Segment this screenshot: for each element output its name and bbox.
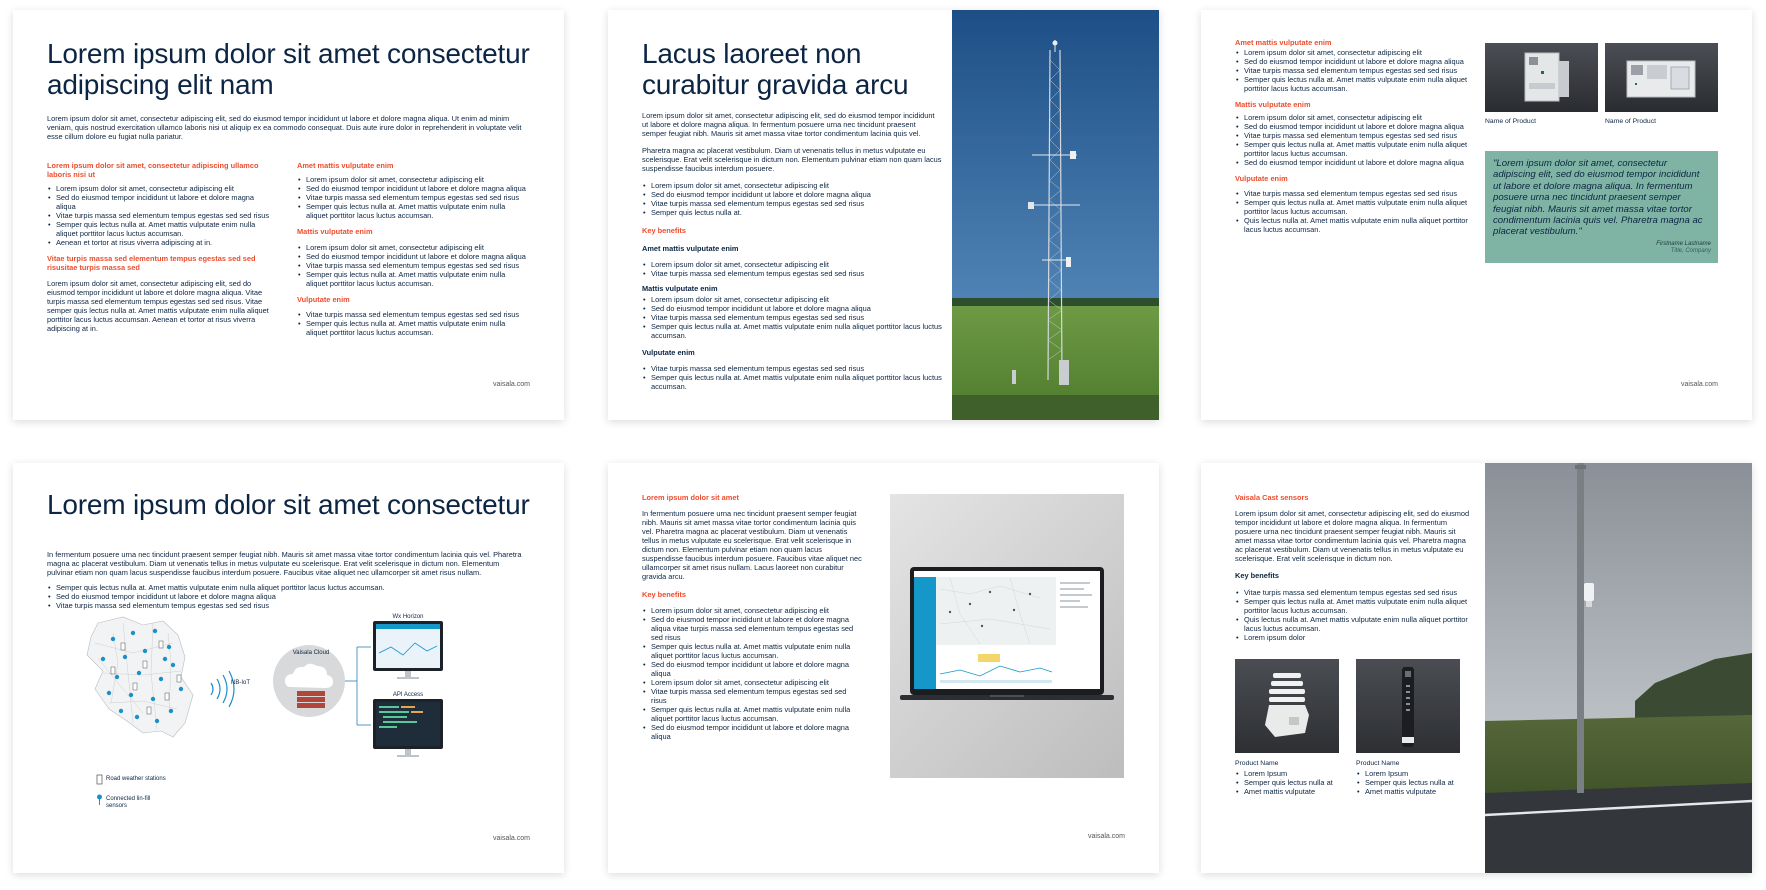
key-benefits-heading: Key benefits bbox=[642, 590, 686, 599]
bullet-list bbox=[1356, 769, 1466, 796]
list-item: • Semper quis lectus nulla at. Amet mattis vulputate enim nulla aliquet porttitor lacus luctus accumsan. bbox=[642, 322, 942, 340]
list-item: • Lorem ipsum dolor sit amet, consectetur adipiscing elit bbox=[297, 175, 529, 184]
list-item: • Sed do eiusmod tempor incididunt ut labore et dolore magna aliqua bbox=[1235, 158, 1471, 167]
list-item: • Sed do eiusmod tempor incididunt ut labore et dolore magna aliqua bbox=[47, 592, 527, 601]
footer-url[interactable]: vaisala.com bbox=[493, 381, 530, 388]
text-column bbox=[642, 111, 942, 391]
quote-text: "Lorem ipsum dolor sit amet, consectetur adipiscing elit, sed do eiusmod tempor incididunt ut labore et dolore magna aliqua. In fermentum posuere urna nec tincidunt praesent semper feugiat nibh. Mauris sit amet massa vitae tortor condimentum lacinia quis vel. Pharetra magna ac placerat vestibulum." bbox=[1493, 158, 1703, 238]
list-item: • Quis lectus nulla at. Amet mattis vulputate enim nulla aliquet porttitor lacus luctus accumsan. bbox=[1235, 216, 1471, 234]
page-5 bbox=[608, 463, 1159, 873]
paragraph: Lorem ipsum dolor sit amet, consectetur adipiscing elit, sed do eiusmod tempor incididunt ut labore et dolore magna aliqua. In fermentum posuere urna nec tincidunt praesent semper feugiat nibh. Mauris sit amet massa vitae tortor condimentum lacinia quis vel. bbox=[642, 111, 935, 138]
list-item: • Semper quis lectus nulla at. Amet mattis vulputate enim nulla aliquet porttitor lacus luctus accumsan. bbox=[1235, 75, 1471, 93]
bullet-list bbox=[1235, 48, 1471, 93]
page-6 bbox=[1201, 463, 1752, 873]
product-caption: Name of Product bbox=[1485, 118, 1536, 125]
footer-url[interactable]: vaisala.com bbox=[493, 835, 530, 842]
list-item: • Vitae turpis massa sed elementum tempus egestas sed sed risus bbox=[47, 211, 275, 220]
bullet-list bbox=[47, 583, 527, 610]
bullet-list bbox=[47, 184, 275, 247]
list-item: • Vitae turpis massa sed elementum tempus egestas sed sed risus bbox=[642, 687, 864, 705]
text-column bbox=[1235, 493, 1473, 642]
bullet-list bbox=[297, 175, 529, 220]
list-item: • Lorem ipsum dolor sit amet, consectetur adipiscing elit bbox=[642, 678, 864, 687]
bullet-list bbox=[1235, 189, 1471, 234]
product-image bbox=[1605, 43, 1718, 112]
key-benefits-heading: Key benefits bbox=[1235, 571, 1279, 580]
list-item: • Aenean et tortor at risus viverra adipiscing at in. bbox=[47, 238, 275, 247]
bullet-list bbox=[642, 364, 942, 391]
quote-title: Title, Company bbox=[1670, 248, 1711, 254]
left-column bbox=[47, 161, 275, 333]
section-heading: Amet mattis vulputate enim bbox=[1235, 38, 1332, 47]
list-item: • Vitae turpis massa sed elementum tempus egestas sed sed risus bbox=[642, 199, 942, 208]
nb-iot-label: NB-IoT bbox=[231, 680, 251, 686]
list-item: • Semper quis lectus nulla at bbox=[1356, 778, 1466, 787]
bullet-list bbox=[297, 310, 529, 337]
quote-name: Firstname Lastname bbox=[1656, 241, 1711, 247]
quote-box bbox=[1485, 151, 1718, 263]
paragraph: In fermentum posuere urna nec tincidunt praesent semper feugiat nibh. Mauris sit amet massa vitae tortor condimentum lacinia quis vel. Pharetra magna ac placerat vestibulum. Diam ut venenatis tellus in metus vulputate eu scelerisque. Erat velit scelerisque in dictum non. Elementum pulvinar etiam non quam lacus suspendisse faucibus interdum posuere. Faucibus vitae aliquet nec ullamcorper sit amet risus nullam. Lacus laoreet non curabitur gravida arcu. bbox=[642, 509, 862, 581]
weather-mast-photo bbox=[952, 10, 1159, 420]
list-item: • Semper quis lectus nulla at. Amet mattis vulputate enim nulla aliquet porttitor lacus luctus accumsan. bbox=[642, 642, 864, 660]
section-heading: Vulputate enim bbox=[297, 295, 350, 304]
list-item: • Amet mattis vulputate bbox=[1356, 787, 1466, 796]
legend-road-weather: Road weather stations bbox=[106, 776, 166, 782]
list-item: • Vitae turpis massa sed elementum tempus egestas sed sed risus bbox=[1235, 588, 1473, 597]
list-item: • Sed do eiusmod tempor incididunt ut labore et dolore magna aliqua bbox=[1235, 57, 1471, 66]
network-diagram bbox=[73, 613, 493, 813]
sub-heading: Mattis vulputate enim bbox=[642, 284, 718, 293]
sub-heading: Vulputate enim bbox=[642, 348, 695, 357]
paragraph: Pharetra magna ac placerat vestibulum. Diam ut venenatis tellus in metus vulputate eu scelerisque. Erat velit scelerisque in dictum non. Elementum pulvinar etiam non quam lacus suspendisse faucibus interdum posuere. bbox=[642, 146, 942, 173]
list-item: • Sed do eiusmod tempor incididunt ut labore et dolore magna aliqua bbox=[642, 723, 864, 741]
quote-attribution bbox=[1656, 241, 1711, 255]
list-item: • Lorem ipsum dolor sit amet, consectetur adipiscing elit bbox=[297, 243, 529, 252]
api-access-label: API Access bbox=[392, 692, 424, 698]
list-item: • Semper quis lectus nulla at. Amet mattis vulputate enim nulla aliquet porttitor lacus luctus accumsan. bbox=[297, 319, 529, 337]
page-title: Lacus laoreet non curabitur gravida arcu bbox=[642, 38, 909, 100]
list-item: • Lorem ipsum dolor sit amet, consectetur adipiscing elit bbox=[1235, 48, 1471, 57]
list-item: • Semper quis lectus nulla at. Amet mattis vulputate enim nulla aliquet porttitor lacus luctus accumsan. bbox=[1235, 140, 1471, 158]
bullet-list bbox=[642, 260, 942, 278]
page-title: Lorem ipsum dolor sit amet consectetur adipiscing elit nam bbox=[47, 38, 530, 100]
list-item: • Sed do eiusmod tempor incididunt ut labore et dolore magna aliqua vitae turpis massa sed elementum tempus egestas sed sed risus bbox=[642, 615, 864, 642]
wx-horizon-monitor bbox=[373, 621, 443, 679]
text-column bbox=[1235, 38, 1471, 234]
bullet-list bbox=[642, 606, 864, 741]
product-image bbox=[1235, 659, 1339, 753]
list-item: • Sed do eiusmod tempor incididunt ut labore et dolore magna aliqua bbox=[47, 193, 275, 211]
section-heading: Lorem ipsum dolor sit amet bbox=[642, 493, 739, 502]
product-image bbox=[1356, 659, 1460, 753]
footer-url[interactable]: vaisala.com bbox=[1088, 833, 1125, 840]
list-item: • Vitae turpis massa sed elementum tempus egestas sed sed risus bbox=[642, 313, 942, 322]
roadside-sensor-photo bbox=[1485, 463, 1752, 873]
list-item: • Semper quis lectus nulla at. Amet mattis vulputate enim nulla aliquet porttitor lacus luctus accumsan. bbox=[47, 583, 527, 592]
list-item: • Semper quis lectus nulla at. Amet mattis vulputate enim nulla aliquet porttitor lacus luctus accumsan. bbox=[1235, 198, 1471, 216]
list-item: • Sed do eiusmod tempor incididunt ut labore et dolore magna aliqua bbox=[642, 304, 942, 313]
product-caption: Product Name bbox=[1356, 760, 1400, 767]
list-item: • Vitae turpis massa sed elementum tempus egestas sed sed risus bbox=[297, 193, 529, 202]
right-column bbox=[297, 161, 529, 337]
text-column bbox=[642, 493, 864, 741]
section-heading: Vulputate enim bbox=[1235, 174, 1288, 183]
product-caption: Product Name bbox=[1235, 760, 1279, 767]
legend-sensors: Connected lin-fill sensors bbox=[106, 796, 151, 809]
list-item: • Lorem Ipsum bbox=[1235, 769, 1345, 778]
list-item: • Lorem ipsum dolor bbox=[1235, 633, 1473, 642]
list-item: • Semper quis lectus nulla at. bbox=[642, 208, 942, 217]
list-item: • Semper quis lectus nulla at. Amet mattis vulputate enim nulla aliquet porttitor lacus luctus accumsan. bbox=[297, 270, 529, 288]
list-item: • Lorem ipsum dolor sit amet, consectetur adipiscing elit bbox=[1235, 113, 1471, 122]
list-item: • Sed do eiusmod tempor incididunt ut labore et dolore magna aliqua bbox=[642, 660, 864, 678]
list-item: • Semper quis lectus nulla at. Amet mattis vulputate enim nulla aliquet porttitor lacus luctus accumsan. bbox=[1235, 597, 1473, 615]
list-item: • Semper quis lectus nulla at. Amet mattis vulputate enim nulla aliquet porttitor lacus luctus accumsan. bbox=[297, 202, 529, 220]
list-item: • Lorem Ipsum bbox=[1356, 769, 1466, 778]
list-item: • Vitae turpis massa sed elementum tempus egestas sed sed risus bbox=[1235, 66, 1471, 75]
list-item: • Sed do eiusmod tempor incididunt ut labore et dolore magna aliqua bbox=[297, 252, 529, 261]
paragraph: Lorem ipsum dolor sit amet, consectetur adipiscing elit, sed do eiusmod tempor incididunt ut labore et dolore magna aliqua. In fermentum posuere urna nec tincidunt praesent semper feugiat nibh. Mauris sit amet massa vitae tortor condimentum lacinia quis vel. Pharetra magna ac placerat vestibulum. Diam ut venenatis tellus in metus vulputate eu scelerisque. Erat velit scelerisque in dictum non. bbox=[1235, 509, 1470, 563]
section-heading: Vitae turpis massa sed elementum tempus egestas sed sed risusitae turpis massa sed bbox=[47, 254, 256, 272]
bullet-list bbox=[1235, 588, 1473, 642]
list-item: • Sed do eiusmod tempor incididunt ut labore et dolore magna aliqua bbox=[1235, 122, 1471, 131]
bullet-list bbox=[1235, 113, 1471, 167]
list-item: • Semper quis lectus nulla at. Amet mattis vulputate enim nulla aliquet porttitor lacus luctus accumsan. bbox=[47, 220, 275, 238]
wx-horizon-label: Wx Horizon bbox=[392, 614, 424, 620]
list-item: • Lorem ipsum dolor sit amet, consectetur adipiscing elit bbox=[642, 181, 942, 190]
key-benefits-heading: Key benefits bbox=[642, 226, 686, 235]
section-heading: Lorem ipsum dolor sit amet, consectetur adipiscing ullamco laboris nisi ut bbox=[47, 161, 259, 179]
page-2 bbox=[608, 10, 1159, 420]
list-item: • Vitae turpis massa sed elementum tempus egestas sed sed risus bbox=[47, 601, 527, 610]
page-4 bbox=[13, 463, 564, 873]
list-item: • Lorem ipsum dolor sit amet, consectetur adipiscing elit bbox=[642, 260, 942, 269]
list-item: • Quis lectus nulla at. Amet mattis vulputate enim nulla aliquet porttitor lacus luctus accumsan. bbox=[1235, 615, 1473, 633]
list-item: • Lorem ipsum dolor sit amet, consectetur adipiscing elit bbox=[642, 606, 864, 615]
section-paragraph: Lorem ipsum dolor sit amet, consectetur adipiscing elit, sed do eiusmod tempor incididunt ut labore et dolore magna aliqua. Vitae turpis massa sed elementum tempus egestas sed sed risus. Vitae semper quis lectus nulla at. Amet mattis vulputate enim nulla aliquet porttitor lacus luctus accumsan. Aenean et tortor at risus viverra adipiscing at in. bbox=[47, 279, 269, 333]
cloud-label: Vaisala Cloud bbox=[292, 650, 330, 656]
bullet-list bbox=[1235, 769, 1345, 796]
section-heading: Mattis vulputate enim bbox=[1235, 100, 1311, 109]
list-item: • Vitae turpis massa sed elementum tempus egestas sed sed risus bbox=[297, 261, 529, 270]
section-heading: Vaisala Cast sensors bbox=[1235, 493, 1309, 502]
intro-paragraph: Lorem ipsum dolor sit amet, consectetur adipiscing elit, sed do eiusmod tempor incididunt ut labore et dolore magna aliqua. Ut enim ad minim veniam, quis nostrud exercitation ullamco laboris nisi ut aliquip ex ea commodo consequat. Duis aute irure dolor in reprehenderit in voluptate velit esse cillum dolore eu fugiat nulla pariatur. bbox=[47, 114, 522, 141]
list-item: • Semper quis lectus nulla at bbox=[1235, 778, 1345, 787]
product-image bbox=[1485, 43, 1598, 112]
list-item: • Sed do eiusmod tempor incididunt ut labore et dolore magna aliqua bbox=[642, 190, 942, 199]
product-caption: Name of Product bbox=[1605, 118, 1656, 125]
api-access-monitor bbox=[373, 699, 443, 757]
page-3 bbox=[1201, 10, 1752, 420]
list-item: • Lorem ipsum dolor sit amet, consectetur adipiscing elit bbox=[642, 295, 942, 304]
list-item: • Sed do eiusmod tempor incididunt ut labore et dolore magna aliqua bbox=[297, 184, 529, 193]
section-heading: Amet mattis vulputate enim bbox=[297, 161, 394, 170]
list-item: • Vitae turpis massa sed elementum tempus egestas sed sed risus bbox=[1235, 131, 1471, 140]
page-title: Lorem ipsum dolor sit amet consectetur bbox=[47, 489, 530, 520]
list-item: • Vitae turpis massa sed elementum tempus egestas sed sed risus bbox=[642, 364, 942, 373]
list-item: • Vitae turpis massa sed elementum tempus egestas sed sed risus bbox=[1235, 189, 1471, 198]
list-item: • Vitae turpis massa sed elementum tempus egestas sed sed risus bbox=[297, 310, 529, 319]
sub-heading: Amet mattis vulputate enim bbox=[642, 244, 739, 253]
list-item: • Amet mattis vulputate bbox=[1235, 787, 1345, 796]
page-1 bbox=[13, 10, 564, 420]
list-item: • Semper quis lectus nulla at. Amet mattis vulputate enim nulla aliquet porttitor lacus luctus accumsan. bbox=[642, 373, 942, 391]
list-item: • Vitae turpis massa sed elementum tempus egestas sed sed risus bbox=[642, 269, 942, 278]
list-item: • Semper quis lectus nulla at. Amet mattis vulputate enim nulla aliquet porttitor lacus luctus accumsan. bbox=[642, 705, 864, 723]
laptop-photo bbox=[890, 494, 1124, 778]
section-heading: Mattis vulputate enim bbox=[297, 227, 373, 236]
bullet-list bbox=[642, 295, 942, 340]
footer-url[interactable]: vaisala.com bbox=[1681, 381, 1718, 388]
list-item: • Lorem ipsum dolor sit amet, consectetur adipiscing elit bbox=[47, 184, 275, 193]
bullet-list bbox=[642, 181, 942, 217]
bullet-list bbox=[297, 243, 529, 288]
paragraph: In fermentum posuere urna nec tincidunt praesent semper feugiat nibh. Mauris sit amet massa vitae tortor condimentum lacinia quis vel. Pharetra magna ac placerat vestibulum. Diam ut venenatis tellus in metus vulputate eu scelerisque. Erat velit scelerisque in dictum non. Elementum pulvinar etiam non quam lacus suspendisse faucibus interdum posuere. Faucibus vitae aliquet nec ullamcorper sit amet risus nullam. bbox=[47, 550, 522, 577]
